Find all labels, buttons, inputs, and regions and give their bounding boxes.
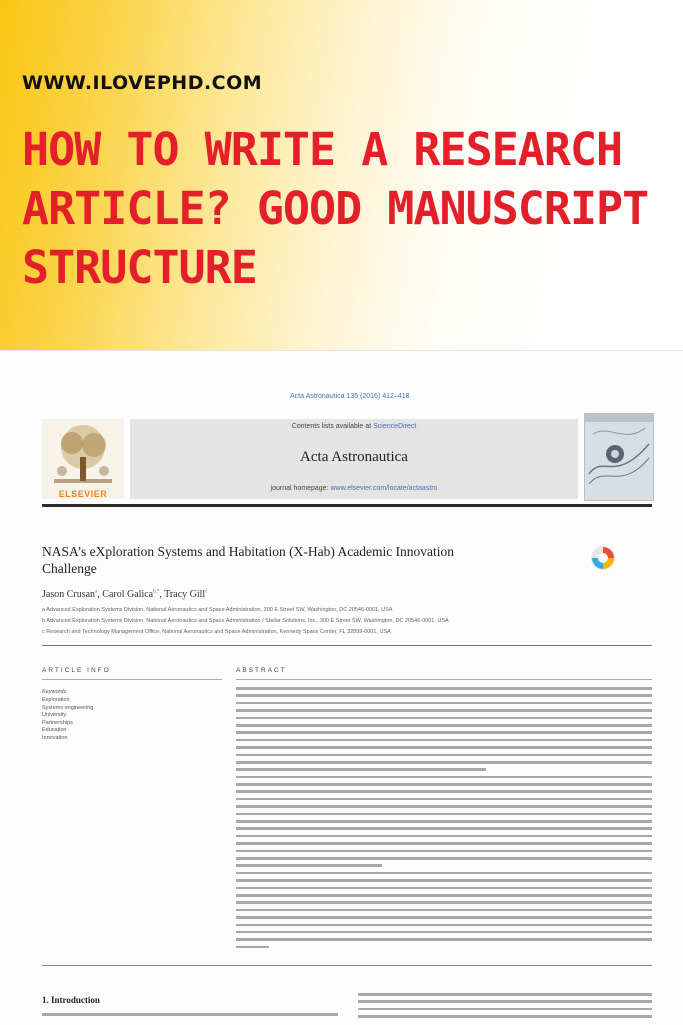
keywords-label: Keywords: (42, 689, 68, 695)
section-introduction-heading: 1. Introduction (42, 995, 100, 1005)
article-title (42, 543, 582, 577)
text-line-placeholder (236, 857, 652, 860)
header-divider (42, 504, 652, 507)
keyword-item: Partnerships (42, 719, 73, 726)
publisher-name: ELSEVIER (58, 489, 108, 499)
text-line-placeholder (236, 717, 652, 720)
text-line-placeholder (236, 724, 652, 727)
affiliation-1: a Advanced Exploration Systems Division, National Aeronautics and Space Administration, 300 E Street SW, Washington, DC 20546-0001, USA (42, 607, 393, 613)
text-line-placeholder (236, 916, 652, 919)
author-2: , Carol Galica (97, 589, 154, 600)
text-line-placeholder (236, 864, 382, 867)
journal-citation: Acta Astronautica 135 (2016) 412–418 (290, 393, 410, 400)
keyword-item: Systems engineering (42, 704, 94, 711)
text-line-placeholder (358, 1008, 652, 1011)
text-line-placeholder (236, 739, 652, 742)
author-1: Jason Crusan (42, 589, 96, 600)
paper-preview (0, 350, 683, 1025)
abstract-heading: ABSTRACT (236, 667, 287, 674)
journal-header (42, 411, 652, 505)
text-line-placeholder (358, 1015, 652, 1018)
text-line-placeholder (236, 783, 652, 786)
text-line-placeholder (236, 827, 652, 830)
journal-banner-box (130, 419, 578, 499)
text-line-placeholder (236, 938, 652, 941)
text-line-placeholder (236, 850, 652, 853)
text-line-placeholder (236, 842, 652, 845)
text-line-placeholder (236, 798, 652, 801)
banner (0, 0, 683, 350)
text-line-placeholder (236, 754, 652, 757)
author-3: , Tracy Gill (159, 589, 206, 600)
text-line-placeholder (236, 768, 486, 771)
text-line-placeholder (236, 820, 652, 823)
affiliation-3: c Research and Technology Management Office, National Aeronautics and Space Administration, Kennedy Space Center, FL 32899-0001, USA (42, 629, 391, 635)
text-line-placeholder (236, 901, 652, 904)
keyword-item: University (42, 712, 67, 718)
text-line-placeholder (236, 702, 652, 705)
text-line-placeholder (236, 709, 652, 712)
homepage-line (130, 485, 578, 492)
article-info-rule (42, 679, 222, 680)
text-line-placeholder (236, 694, 652, 697)
text-line-placeholder (236, 813, 652, 816)
crossmark-icon[interactable] (588, 543, 618, 575)
article-info-heading: ARTICLE INFO (42, 667, 111, 674)
intro-right-column-illegible (358, 993, 652, 1023)
keywords-block (42, 689, 222, 742)
text-line-placeholder (236, 790, 652, 793)
article-title-line-1: NASA’s eXploration Systems and Habitation (X-Hab) Academic Innovation (42, 544, 455, 559)
text-line-placeholder (236, 894, 652, 897)
homepage-link[interactable]: www.elsevier.com/locate/actaastro (330, 485, 438, 492)
text-line-placeholder (236, 879, 652, 882)
text-line-placeholder (236, 776, 652, 779)
abstract-body-illegible (236, 687, 652, 959)
author-list: Jason Crusan$^a$, Carol Galica$^{b,*}$, Tracy Gill$^c$ (42, 589, 208, 600)
text-line-placeholder (236, 887, 652, 890)
text-line-placeholder (236, 931, 652, 934)
headline-line-3: STRUCTURE (22, 241, 257, 294)
affiliation-divider (42, 645, 652, 646)
text-line-placeholder (236, 687, 652, 690)
headline-line-2: ARTICLE? GOOD MANUSCRIPT (22, 182, 649, 235)
text-line-placeholder (236, 872, 652, 875)
text-line-placeholder (236, 946, 269, 949)
text-line-placeholder (358, 1000, 652, 1003)
headline (22, 120, 667, 297)
affiliation-2: b Advanced Exploration Systems Division, National Aeronautics and Space Administration / Stellar Solutions, Inc., 300 E Street SW, Washington, DC 20546-0001, USA (42, 618, 449, 624)
site-url[interactable]: WWW.ILOVEPHD.COM (22, 72, 263, 94)
elsevier-tree-logo-icon (42, 419, 124, 499)
keyword-item: Innovation (42, 734, 68, 741)
text-line-placeholder (236, 746, 652, 749)
homepage-prefix: journal homepage: (270, 485, 329, 492)
journal-cover-art-icon (585, 414, 653, 500)
keyword-item: Education (42, 727, 67, 733)
contents-prefix: Contents lists available at (291, 423, 372, 430)
intro-left-column-illegible (42, 1013, 338, 1020)
journal-cover-image (584, 413, 654, 501)
headline-line-1: HOW TO WRITE A RESEARCH (22, 123, 623, 176)
text-line-placeholder (236, 761, 652, 764)
text-line-placeholder (42, 1013, 338, 1016)
sciencedirect-link[interactable]: ScienceDirect (373, 423, 417, 430)
article-title-line-2: Challenge (42, 561, 97, 576)
text-line-placeholder (236, 924, 652, 927)
text-line-placeholder (236, 835, 652, 838)
abstract-rule (236, 679, 652, 680)
contents-line (130, 423, 578, 430)
text-line-placeholder (236, 909, 652, 912)
text-line-placeholder (236, 805, 652, 808)
journal-name: Acta Astronautica (300, 449, 408, 465)
text-line-placeholder (236, 731, 652, 734)
text-line-placeholder (358, 993, 652, 996)
abstract-bottom-divider (42, 965, 652, 966)
keyword-item: Exploration (42, 697, 70, 703)
